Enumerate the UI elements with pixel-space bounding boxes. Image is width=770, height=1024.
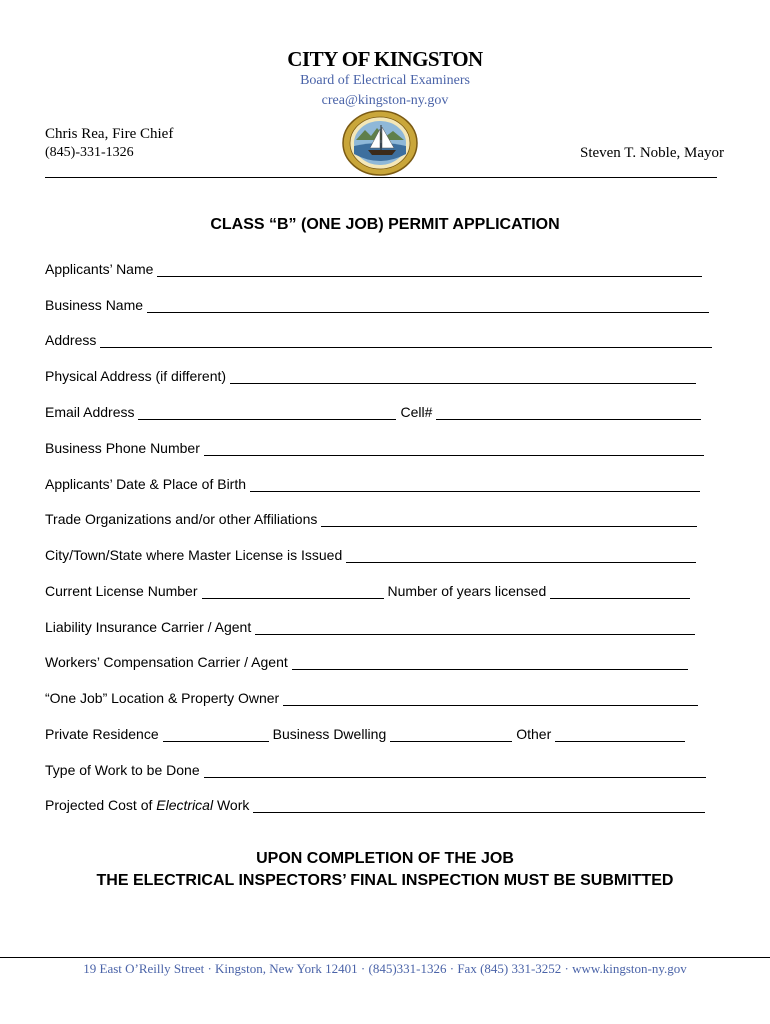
field-property-type xyxy=(45,726,685,742)
private-residence-blank[interactable] xyxy=(163,729,269,742)
physical-address-blank[interactable] xyxy=(230,371,696,384)
applicant-name-label: Applicants’ Name xyxy=(45,261,154,277)
business-dwelling-label: Business Dwelling xyxy=(272,726,387,742)
field-business-name xyxy=(45,297,709,313)
field-projected-cost xyxy=(45,797,705,813)
board-email: crea@kingston-ny.gov xyxy=(321,93,449,108)
address-blank[interactable] xyxy=(100,335,712,348)
form-title: CLASS “B” (ONE JOB) PERMIT APPLICATION xyxy=(210,216,560,233)
applicant-name-blank[interactable] xyxy=(157,264,702,277)
trade-orgs-label: Trade Organizations and/or other Affiliations xyxy=(45,511,318,527)
footer-contact: 19 East O’Reilly Street · Kingston, New York 12401 · (845)331-1326 · Fax (845) 331-3252 · www.kingston-ny.gov xyxy=(83,961,687,976)
type-of-work-blank[interactable] xyxy=(204,765,706,778)
completion-notice-line-1: UPON COMPLETION OF THE JOB xyxy=(256,850,514,867)
fire-chief-phone: (845)-331-1326 xyxy=(45,145,134,160)
field-birth xyxy=(45,476,700,492)
current-license-label: Current License Number xyxy=(45,583,198,599)
birth-blank[interactable] xyxy=(250,479,700,492)
business-dwelling-blank[interactable] xyxy=(390,729,512,742)
liability-label: Liability Insurance Carrier / Agent xyxy=(45,619,252,635)
business-name-blank[interactable] xyxy=(147,300,709,313)
other-label: Other xyxy=(516,726,552,742)
field-location-owner xyxy=(45,690,698,706)
other-blank[interactable] xyxy=(555,729,685,742)
footer-divider xyxy=(0,957,770,958)
field-license-years xyxy=(45,583,690,599)
workers-comp-label: Workers’ Compensation Carrier / Agent xyxy=(45,654,288,670)
projected-cost-blank[interactable] xyxy=(253,800,705,813)
field-email-cell xyxy=(45,404,701,420)
email-address-blank[interactable] xyxy=(138,407,396,420)
email-address-label: Email Address xyxy=(45,404,135,420)
field-address xyxy=(45,332,712,348)
years-licensed-blank[interactable] xyxy=(550,586,690,599)
license-issued-label: City/Town/State where Master License is Issued xyxy=(45,547,343,563)
license-issued-blank[interactable] xyxy=(346,550,696,563)
business-phone-label: Business Phone Number xyxy=(45,440,200,456)
field-business-phone xyxy=(45,440,704,456)
field-applicant-name xyxy=(45,261,702,277)
projected-cost-label: Projected Cost of Electrical Work xyxy=(45,797,250,813)
field-type-of-work xyxy=(45,762,706,778)
current-license-blank[interactable] xyxy=(202,586,384,599)
business-phone-blank[interactable] xyxy=(204,443,704,456)
field-workers-comp xyxy=(45,654,688,670)
business-name-label: Business Name xyxy=(45,297,144,313)
field-trade-orgs xyxy=(45,511,697,527)
mayor-name: Steven T. Noble, Mayor xyxy=(579,145,724,161)
city-title: CITY OF KINGSTON xyxy=(287,47,483,71)
trade-orgs-blank[interactable] xyxy=(321,514,697,527)
birth-label: Applicants’ Date & Place of Birth xyxy=(45,476,247,492)
years-licensed-label: Number of years licensed xyxy=(387,583,547,599)
physical-address-label: Physical Address (if different) xyxy=(45,368,227,384)
cell-label: Cell# xyxy=(400,404,433,420)
city-seal-icon xyxy=(341,110,419,176)
completion-notice-line-2: THE ELECTRICAL INSPECTORS’ FINAL INSPECTION MUST BE SUBMITTED xyxy=(96,872,674,889)
cell-blank[interactable] xyxy=(436,407,701,420)
address-label: Address xyxy=(45,332,97,348)
board-name: Board of Electrical Examiners xyxy=(300,73,470,88)
field-license-issued xyxy=(45,547,696,563)
location-owner-blank[interactable] xyxy=(283,693,698,706)
header-divider xyxy=(45,177,717,178)
private-residence-label: Private Residence xyxy=(45,726,159,742)
fire-chief-name: Chris Rea, Fire Chief xyxy=(45,126,174,142)
liability-blank[interactable] xyxy=(255,622,695,635)
field-physical-address xyxy=(45,368,696,384)
type-of-work-label: Type of Work to be Done xyxy=(45,762,200,778)
location-owner-label: “One Job” Location & Property Owner xyxy=(45,690,280,706)
workers-comp-blank[interactable] xyxy=(292,657,688,670)
field-liability xyxy=(45,619,695,635)
